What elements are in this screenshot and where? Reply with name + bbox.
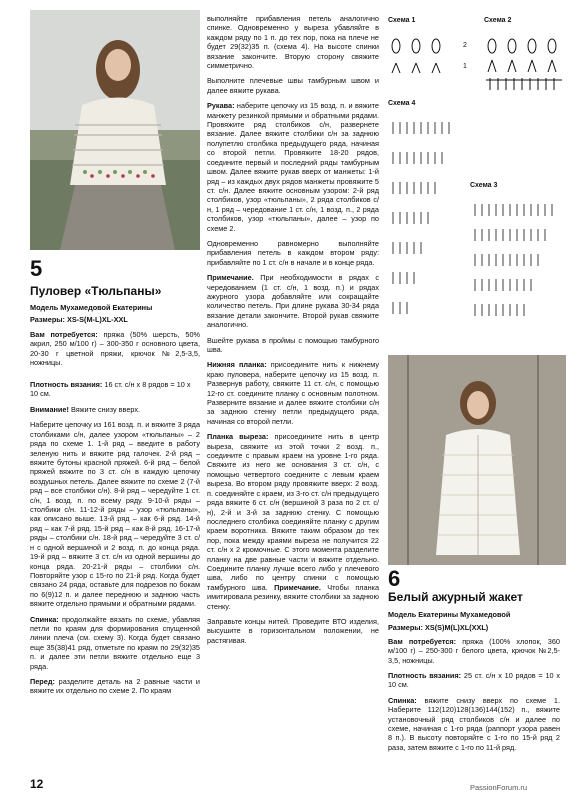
bottom-band-text: присоедините нить к нижнему краю пуловера, наберите цепочку из 15 возд. п. Развернув работу, свяжите 11 ст. с/н, с помощью 12-го ст. соедините планку с основным полотном. Разверните вязание и далее вяжите столбики с/н за заднюю стенку петли предыдущего ряда, начиная со второй петли. [207,360,379,426]
pullover-photo-illustration [30,10,200,250]
scheme-1-label: Схема 1 [388,17,416,24]
paragraph: Заправьте концы нитей. Проведите ВТО изделия, высушите в горизонтальном положении, не растягивая. [207,616,379,645]
attention-text: Вяжите снизу вверх. [70,405,141,414]
model-number: 6 [388,566,401,591]
bottom-band-paragraph [207,360,379,426]
neck-band-paragraph [207,432,379,611]
column-left [30,405,200,702]
note2-label: Примечание. [274,582,321,592]
back-label: Спинка: [388,695,417,705]
note-label: Примечание. [207,273,254,283]
back-paragraph [388,696,560,752]
watermark: PassionForum.ru [470,783,528,792]
scheme-4-label: Схема 4 [388,100,416,107]
attention-note [30,405,200,414]
materials-label: Вам потребуется: [388,636,457,646]
back-label: Спинка: [30,614,59,624]
model-density [30,380,200,399]
jacket-photo [388,355,566,565]
scheme-row-2: 2 [463,42,467,49]
model-sizes [388,623,560,632]
model-author: Модель Мухамедовой Екатерины [30,303,153,312]
page-number: 12 [30,777,44,791]
paragraph: Выполните плечевые швы тамбурным швом и далее вяжите рукава. [207,76,379,95]
model-title: Белый ажурный жакет [388,590,523,604]
back-text: продолжайте вязать по схеме, убавляя петли по краям для формирования спущенной линии плеча (см. схему 3). Когда будет связано еще 35(38)41 ряд, отметьте по краям по 29(32)35 п. и далее эти петли вяжите отдельно еще 3 ряда. [30,614,201,671]
model-title: Пуловер «Тюльпаны» [30,284,162,298]
sizes-value: XS-S(M-L)XL-XXL [66,315,128,324]
back-paragraph [30,615,200,671]
paragraph: выполняйте прибавления петель аналогично спинке. Одновременно у выреза убавляйте в каждом ряду по 1 п. до тех пор, пока на плече не будет 29(32)35 п. (схема 4). На высоте спинки вязание закончите. Вторую сторону свяжите симметрично. [207,14,379,71]
model-sizes [30,315,200,324]
density-text: 16 ст. с/н х 8 рядов = 10 х 10 см. [30,380,191,399]
materials-text: пряжа (100% хлопок, 360 м/100 г) – 250-300 г белого цвета, крючок №2,5-3,5, ножницы. [388,636,560,665]
model-author: Модель Екатерины Мухамедовой [388,610,511,619]
bottom-band-label: Нижняя планка: [207,360,267,370]
note-paragraph [207,273,379,329]
materials-text: пряжа (50% шерсть, 50% акрил, 250 м/100 г) – 300-350 г основного цвета, 20-30 г цветной пряжи, крючок №2,5-3,5, ножницы. [30,330,200,368]
sizes-label: Размеры: [388,623,423,633]
model-number: 5 [30,256,43,281]
instructions-paragraph: Наберите цепочку из 161 возд. п. и вяжите 3 ряда столбиками с/н, далее узором «тюльпаны» – 2 ряда по схеме 1. 1-й ряд – введите в работу зеленую нить и вяжите ряд галочек. 2-й ряд – вяжите бутоны красной пряжей. 6-й ряд – белой пряжей вяжите по 3 ст. с/н в каждую цепочку воздушных петель. Далее вяжите по схеме 2 (7-й ряд – все столбики с/н). 8-й ряд – чередуйте 1 ст. с/н, 1 возд. п. по всему ряду. 9-10-й ряды – столбики с/н. 11-12-й ряды – узор «тюльпаны», как описано выше. 13-й ряд – как 6-й ряд. 14-й ряд – как 7-й ряд. 15-й ряд – как 8-й ряд. 16-17-й ряды – столбики с/н. 18-й ряд – чередуйте 3 ст. с/н с одной вершиной и 2 возд. п. до конца ряда. 19-й ряд – вяжите 3 ст. с/н из одной вершины до конца ряда. 20-21-й ряды – столбики с/н. Повторяйте узор с 15-го по 21-й ряд. Когда будет связано 24 ряда, оставьте для подрезов по бокам по 6(9)12 п. и далее переднюю и заднюю часть вяжите отдельно прямыми и обратными рядами. [30,420,200,609]
scheme-4-diagram [388,112,468,342]
note2-text: Чтобы планка имитировала резинку, вяжите столбики за заднюю стенку. [207,582,380,611]
model-materials [388,637,560,665]
scheme-2-label: Схема 2 [484,17,512,24]
attention-label: Внимание! [30,405,69,414]
paragraph: Вшейте рукава в проймы с помощью тамбурного шва. [207,335,379,354]
pullover-photo [30,10,200,250]
materials-label: Вам потребуется: [30,330,98,339]
neck-band-label: Планка выреза: [207,432,269,442]
density-label: Плотность вязания: [388,671,462,681]
scheme-1-diagram [388,28,468,83]
jacket-photo-illustration [388,355,566,565]
column-middle [207,14,379,651]
sizes-value: XS(S)M(L)XL(XXL) [424,623,489,633]
sizes-label: Размеры: [30,315,65,324]
scheme-row-1: 1 [463,63,467,70]
neck-band-text: присоедините нить в центр выреза, свяжите из этой точки 2 возд. п., соедините с правым краем на уровне 1-го ряда. Свяжите из него же основания 3 ст. с/н, с помощью четвертого соедините с левым краем выреза. Во втором ряду провяжите вверх: 2 возд. п. соединяйте с краем, из 3-го ст. с/н предыдущего ряда вяжите 6 ст. с/н (вершиной 3 раза по 2 ст. с/н), 2-й и 3-й за заднюю стенку. С помощью последнего столбика соединяйте планку с другим краем воротника. Вяжите таким образом до тех пор, пока между краями выреза не получится 22 ст. с/н х 2 кромочные. С этого момента разделите планку на две равные части и вяжите отдельно. Соедините планку лучше всего либо у плечевого шва, либо по центру спинки с помощью тамбурного шва. [207,432,380,592]
density-label: Плотность вязания: [30,380,103,389]
scheme-2-diagram [484,28,564,98]
note-text: При необходимости в рядах с чередованием (1 ст. с/н, 1 возд. п.) и рядах ажурного узора добавляйте или сокращайте количество петель. При длине рукава 30-34 ряда вязание детали закончите. Второй рукав свяжите аналогично. [207,273,379,330]
front-label: Перед: [30,676,55,686]
sleeves-text: наберите цепочку из 15 возд. п. и вяжите манжету резинкой прямыми и обратными рядами. Провяжите ряд столбиков с/н, развернете вязание. Далее вяжите столбики с/н за заднюю полупетлю столбика предыдущего ряда, начиная со второй петли. Провяжите 18-20 рядов, соедините первый и последний ряды тамбурным швом. Далее вяжите рукав вверх от манжеты: 1-й ряд – из каждых двух рядов манжеты провяжите 5 ст. с/н. Далее вяжите основным узором: 2-й ряд столбиков, узор «тюльпаны», 2 ряда столбиков с/н, 1 ряд – чередование 1 ст. с/н, 1 возд. п., 2 ряда столбиков, узор «тюльпаны», далее – узор по схеме 2. [207,101,379,233]
front-text: разделите деталь на 2 равные части и вяжите их отдельно по схеме 2. По краям [30,676,200,696]
density-text: 25 ст. с/н х 10 рядов = 10 х 10 см. [388,671,560,690]
scheme-3-diagram [470,194,565,344]
sleeves-paragraph [207,101,379,233]
sleeves-label: Рукава: [207,101,235,111]
scheme-3-label: Схема 3 [470,182,498,189]
paragraph: Одновременно равномерно выполняйте прибавления петель в каждом втором ряду: прибавляйте по 1 ст. с/н в начале и в конце ряда. [207,238,379,267]
front-paragraph [30,677,200,696]
model-materials [30,330,200,368]
model-density [388,671,560,690]
back-text: вяжите снизу вверх по схеме 1. Наберите 112(120)128(136)144(152) п., вяжите установочный ряд столбиков с/н и далее по схеме, начиная с 1-го ряда (раппорт узора равен 8 п.). В высоту повторяйте с 1-го по 15-й ряд 2 раза, затем вяжите с 1-го по 11-й ряд. [388,695,561,752]
column-right [388,610,560,758]
